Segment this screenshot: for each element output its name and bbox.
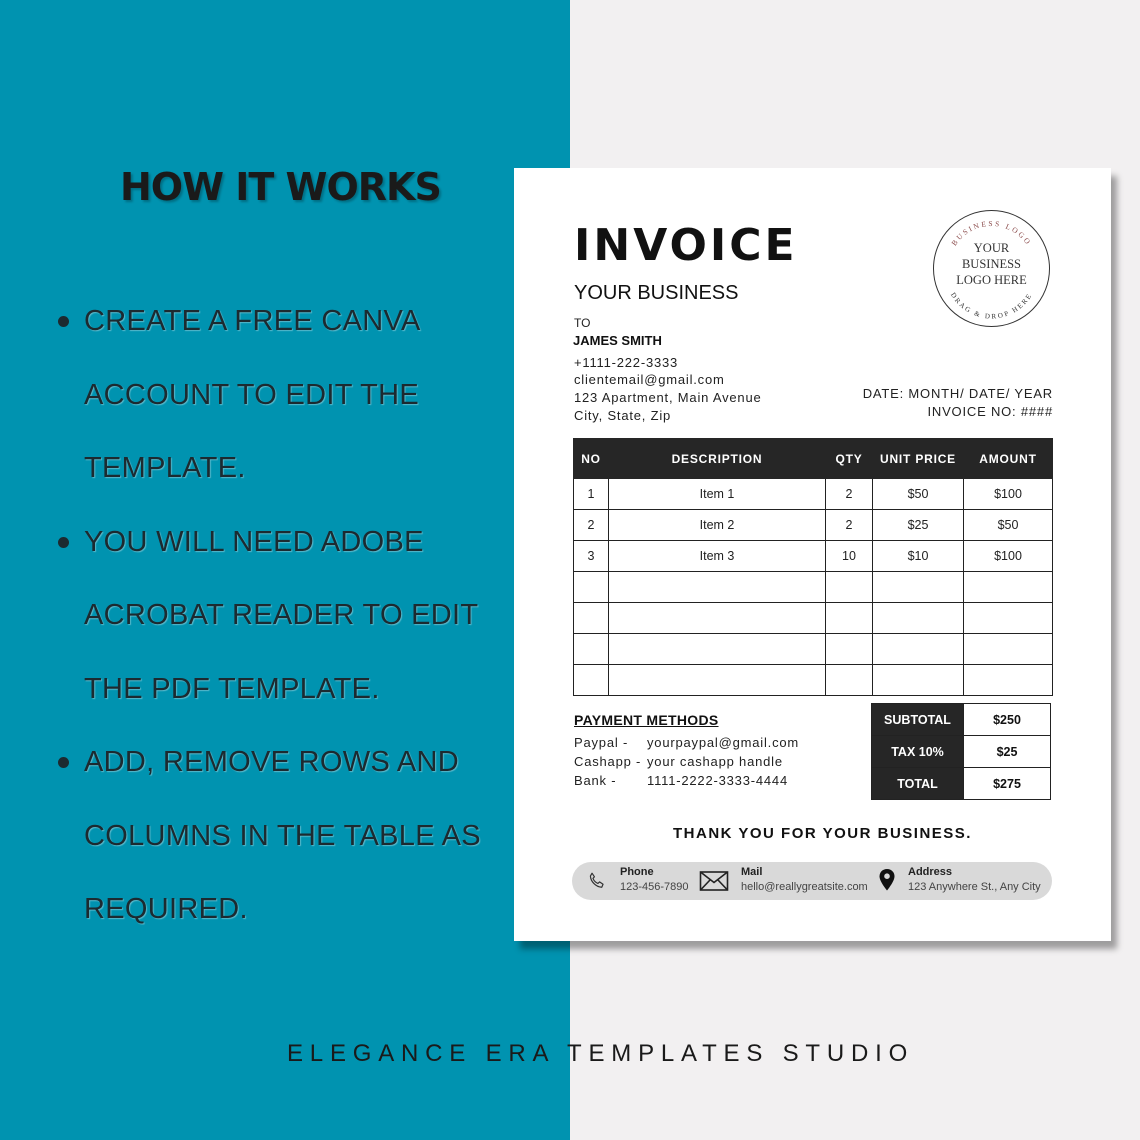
table-cell[interactable] — [964, 634, 1053, 665]
table-cell[interactable] — [574, 572, 609, 603]
bullet-icon — [58, 757, 69, 768]
step-line: ACROBAT READER TO EDIT — [84, 599, 479, 631]
step-line: ADD, REMOVE ROWS AND — [84, 746, 459, 778]
table-row — [574, 603, 1053, 634]
mail-icon — [699, 870, 729, 892]
table-row — [574, 572, 1053, 603]
table-cell[interactable]: $50 — [873, 479, 964, 510]
col-header: NO — [574, 439, 609, 479]
step-line: REQUIRED. — [84, 893, 248, 925]
payment-label: Bank - — [574, 773, 617, 788]
step-line: THE PDF TEMPLATE. — [84, 672, 380, 705]
address-value: 123 Anywhere St., Any City — [908, 881, 1041, 893]
table-cell[interactable]: Item 1 — [609, 479, 826, 510]
totals-value: $275 — [964, 768, 1051, 800]
table-header-row — [574, 439, 1053, 479]
phone-icon — [586, 870, 608, 892]
step-item — [56, 653, 496, 727]
table-cell[interactable] — [826, 603, 873, 634]
table-cell[interactable] — [826, 634, 873, 665]
client-email: clientemail@gmail.com — [574, 372, 725, 387]
bullet-icon — [58, 537, 69, 548]
table-cell[interactable]: $100 — [964, 479, 1053, 510]
table-cell[interactable] — [873, 634, 964, 665]
table-row — [574, 634, 1053, 665]
location-pin-icon — [878, 868, 896, 892]
totals-label: TOTAL — [872, 768, 964, 800]
table-cell[interactable]: 2 — [826, 510, 873, 541]
step-item — [56, 285, 496, 359]
col-header: AMOUNT — [964, 439, 1053, 479]
logo-line: BUSINESS — [961, 257, 1022, 271]
totals-label: SUBTOTAL — [872, 704, 964, 736]
table-cell[interactable]: $50 — [964, 510, 1053, 541]
invoice-number: INVOICE NO: #### — [927, 404, 1053, 419]
client-city: City, State, Zip — [574, 408, 672, 423]
how-it-works-title: HOW IT WORKS — [120, 165, 441, 209]
bullet-icon — [58, 316, 69, 327]
mail-label: Mail — [741, 866, 763, 878]
step-item — [56, 873, 496, 947]
table-row — [574, 510, 1053, 541]
payment-methods-title: PAYMENT METHODS — [574, 712, 719, 728]
phone-label: Phone — [620, 866, 654, 878]
col-header: QTY — [826, 439, 873, 479]
invoice-sheet — [514, 168, 1111, 941]
table-cell[interactable]: 3 — [574, 541, 609, 572]
payment-label: Cashapp - — [574, 754, 642, 769]
table-cell[interactable]: 10 — [826, 541, 873, 572]
col-header: DESCRIPTION — [609, 439, 826, 479]
table-cell[interactable] — [826, 665, 873, 696]
table-cell[interactable]: Item 2 — [609, 510, 826, 541]
table-cell[interactable]: $25 — [873, 510, 964, 541]
client-address: 123 Apartment, Main Avenue — [574, 390, 762, 405]
totals-label: TAX 10% — [872, 736, 964, 768]
table-cell[interactable] — [609, 603, 826, 634]
table-cell[interactable] — [609, 665, 826, 696]
subtotal-row — [872, 704, 1051, 736]
phone-value: 123-456-7890 — [620, 881, 689, 893]
table-cell[interactable]: $100 — [964, 541, 1053, 572]
step-line: ACCOUNT TO EDIT THE — [84, 378, 419, 411]
mail-value: hello@reallygreatsite.com — [741, 881, 868, 893]
table-cell[interactable] — [574, 603, 609, 634]
table-row — [574, 479, 1053, 510]
table-cell[interactable]: 2 — [574, 510, 609, 541]
step-item — [56, 800, 496, 874]
table-cell[interactable] — [574, 665, 609, 696]
payment-label: Paypal - — [574, 735, 629, 750]
svg-text:DRAG & DROP HERE — [949, 291, 1034, 320]
step-line: CREATE A FREE CANVA — [84, 305, 421, 337]
address-label: Address — [908, 866, 953, 878]
table-cell[interactable]: Item 3 — [609, 541, 826, 572]
table-cell[interactable] — [964, 603, 1053, 634]
logo-line: LOGO HERE — [956, 273, 1027, 287]
to-label: TO — [574, 316, 591, 330]
items-table — [573, 438, 1053, 696]
table-cell[interactable] — [826, 572, 873, 603]
client-phone: +1111-222-3333 — [574, 355, 679, 370]
col-header: UNIT PRICE — [873, 439, 964, 479]
table-cell[interactable] — [873, 665, 964, 696]
invoice-date: DATE: MONTH/ DATE/ YEAR — [862, 386, 1053, 401]
total-row — [872, 768, 1051, 800]
step-line: TEMPLATE. — [84, 452, 246, 484]
table-cell[interactable] — [609, 634, 826, 665]
step-item — [56, 726, 496, 800]
payment-value: 1111-2222-3333-4444 — [647, 773, 788, 788]
step-line: YOU WILL NEED ADOBE — [84, 525, 424, 558]
payment-value: yourpaypal@gmail.com — [647, 735, 800, 750]
step-item — [56, 506, 496, 580]
table-cell[interactable] — [964, 572, 1053, 603]
totals-table — [871, 703, 1051, 800]
business-name: YOUR BUSINESS — [574, 282, 739, 304]
step-item — [56, 359, 496, 433]
logo-arc-top-text: BUSINESS LOGO — [949, 218, 1034, 248]
totals-value: $250 — [964, 704, 1051, 736]
tax-row — [872, 736, 1051, 768]
totals-value: $25 — [964, 736, 1051, 768]
table-cell[interactable] — [574, 634, 609, 665]
client-name: JAMES SMITH — [573, 333, 662, 348]
logo-arc-bottom-text: DRAG & DROP HERE — [948, 291, 1035, 321]
table-cell[interactable] — [873, 572, 964, 603]
invoice-title: INVOICE — [574, 220, 798, 271]
table-cell[interactable]: 2 — [826, 479, 873, 510]
logo-center-text — [933, 240, 1050, 288]
table-cell[interactable]: 1 — [574, 479, 609, 510]
step-item — [56, 579, 496, 653]
contact-bar — [572, 862, 1052, 900]
thank-you-message: THANK YOU FOR YOUR BUSINESS. — [673, 825, 972, 842]
logo-line: YOUR — [973, 241, 1010, 255]
table-row — [574, 665, 1053, 696]
table-cell[interactable]: $10 — [873, 541, 964, 572]
table-cell[interactable] — [964, 665, 1053, 696]
studio-brand: ELEGANCE ERA TEMPLATES STUDIO — [287, 1040, 915, 1067]
payment-value: your cashapp handle — [647, 754, 783, 769]
table-cell[interactable] — [609, 572, 826, 603]
step-line: COLUMNS IN THE TABLE AS — [84, 819, 481, 852]
steps-list — [56, 285, 496, 947]
table-row — [574, 541, 1053, 572]
step-item — [56, 432, 496, 506]
table-cell[interactable] — [873, 603, 964, 634]
